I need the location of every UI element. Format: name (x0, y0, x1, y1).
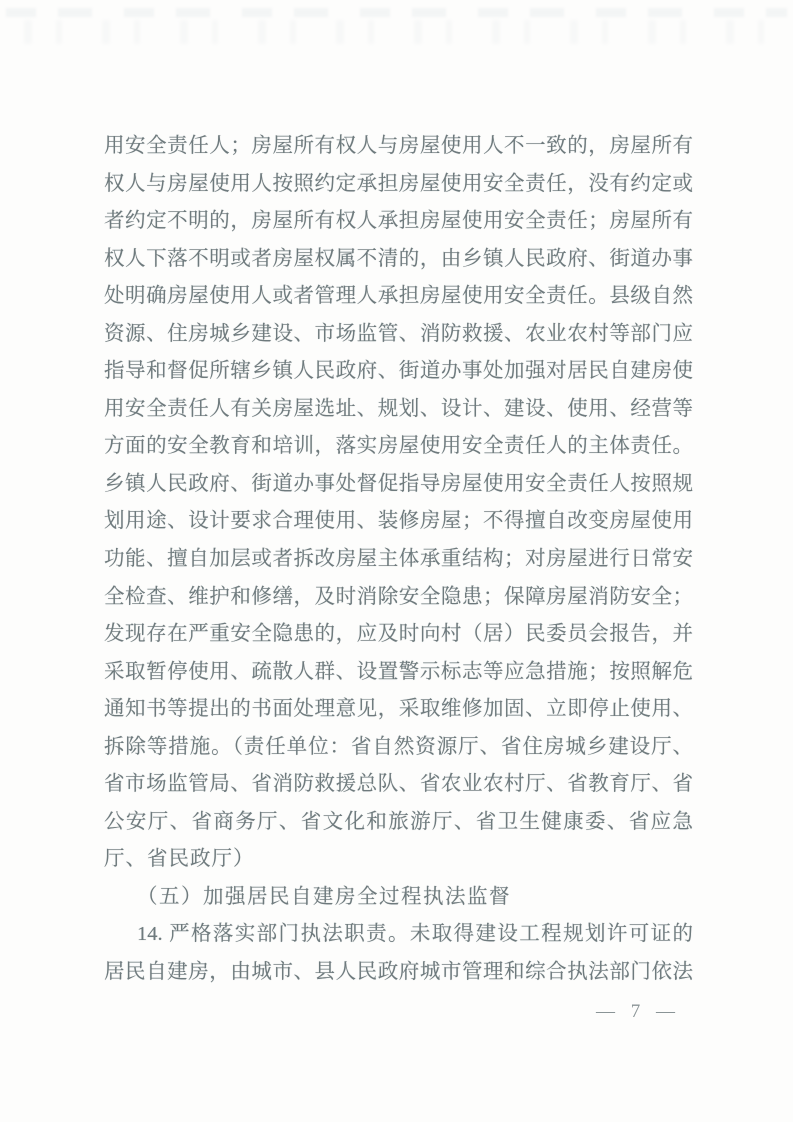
doc-line: 指导和督促所辖乡镇人民政府、街道办事处加强对居民自建房使 (104, 360, 693, 383)
doc-line-item-14: 14. 严格落实部门执法职责。未取得建设工程规划许可证的 (137, 923, 693, 946)
doc-line: 划用途、设计要求合理使用、装修房屋；不得擅自改变房屋使用 (104, 510, 693, 533)
scan-bleedthrough-artifact (10, 20, 783, 44)
doc-line: 全检查、维护和修缮，及时消除安全隐患；保障房屋消防安全； (104, 585, 693, 608)
doc-line: 权人与房屋使用人按照约定承担房屋使用安全责任，没有约定或 (104, 172, 693, 195)
doc-line: 方面的安全教育和培训，落实房屋使用安全责任人的主体责任。 (104, 435, 693, 458)
doc-line: 乡镇人民政府、街道办事处督促指导房屋使用安全责任人按照规 (104, 472, 693, 495)
doc-line: 通知书等提出的书面处理意见，采取维修加固、立即停止使用、 (104, 698, 693, 721)
doc-line: 厅、省民政厅） (104, 848, 255, 871)
doc-line: 省市场监管局、省消防救援总队、省农业农村厅、省教育厅、省 (104, 773, 693, 796)
doc-line: 用安全责任人有关房屋选址、规划、设计、建设、使用、经营等 (104, 397, 693, 420)
doc-line: 居民自建房，由城市、县人民政府城市管理和综合执法部门依法 (104, 961, 693, 984)
doc-line: 处明确房屋使用人或者管理人承担房屋使用安全责任。县级自然 (104, 285, 693, 308)
doc-line: 权人下落不明或者房屋权属不清的，由乡镇人民政府、街道办事 (104, 247, 693, 270)
doc-line: 者约定不明的，房屋所有权人承担房屋使用安全责任；房屋所有 (104, 210, 693, 233)
doc-line: 资源、住房城乡建设、市场监管、消防救援、农业农村等部门应 (104, 322, 693, 345)
doc-line: 功能、擅自加层或者拆改房屋主体承重结构；对房屋进行日常安 (104, 548, 693, 571)
doc-line: 采取暂停使用、疏散人群、设置警示标志等应急措施；按照解危 (104, 660, 693, 683)
doc-line: 用安全责任人；房屋所有权人与房屋使用人不一致的，房屋所有 (104, 135, 693, 157)
doc-line: 拆除等措施。（责任单位：省自然资源厅、省住房城乡建设厅、 (104, 735, 693, 758)
section-heading: （五）加强居民自建房全过程执法监督 (137, 885, 511, 908)
page-number: — 7 — (596, 1001, 676, 1022)
doc-line: 公安厅、省商务厅、省文化和旅游厅、省卫生健康委、省应急 (104, 810, 693, 833)
scan-bleedthrough-artifact (6, 8, 787, 17)
document-text-block (104, 128, 693, 992)
doc-line: 发现存在严重安全隐患的，应及时向村（居）民委员会报告，并 (104, 623, 693, 646)
